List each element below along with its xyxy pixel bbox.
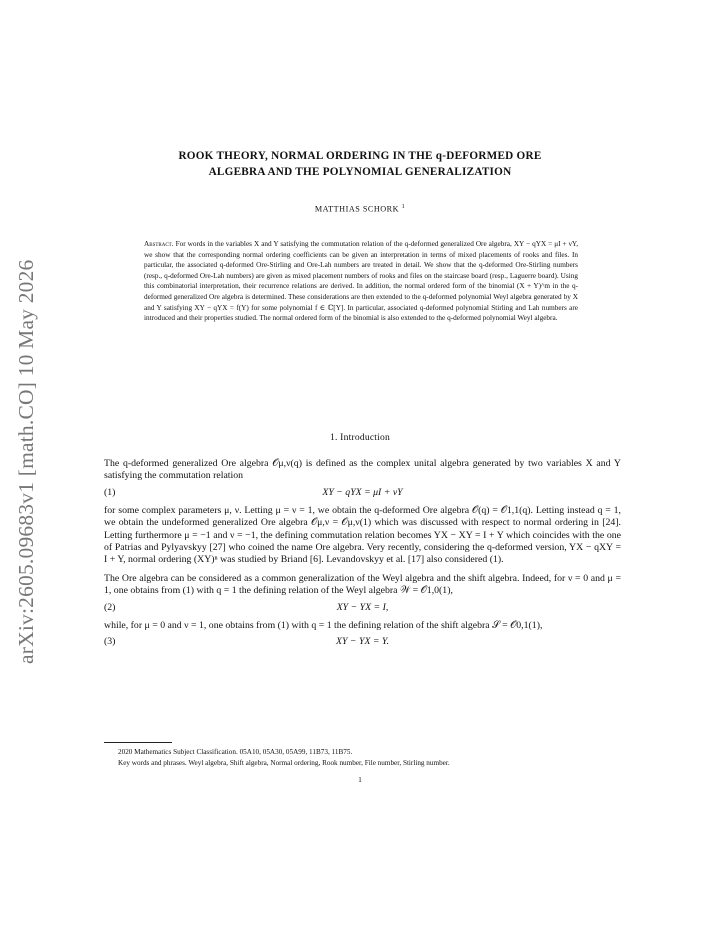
title-line-1: ROOK THEORY, NORMAL ORDERING IN THE q-DEFORMED ORE bbox=[178, 150, 542, 162]
equation-3 bbox=[104, 634, 621, 651]
title-line-2: ALGEBRA AND THE POLYNOMIAL GENERALIZATION bbox=[208, 166, 512, 178]
equation-1-number: (1) bbox=[104, 486, 116, 498]
abstract-label: Abstract. bbox=[144, 240, 174, 248]
footnote-keywords: Key words and phrases. Weyl algebra, Shift algebra, Normal ordering, Rook number, File number, Stirling number. bbox=[118, 758, 450, 767]
paragraph-1: The q-deformed generalized Ore algebra 𝒪μ,ν(q) is defined as the complex unital algebra generated by two variables X and Y satisfying the commutation relation bbox=[104, 458, 621, 482]
equation-1 bbox=[104, 485, 621, 502]
equation-2-expression: XY − YX = I, bbox=[336, 601, 389, 613]
author-footnote-mark: 1 bbox=[401, 204, 406, 210]
footnote-divider bbox=[104, 742, 172, 743]
paper-title bbox=[100, 148, 620, 180]
arxiv-identifier: arXiv:2605.09683v1 [math.CO] 10 May 2026 bbox=[14, 259, 38, 664]
footnote-msc: 2020 Mathematics Subject Classification. 05A10, 05A30, 05A99, 11B73, 11B75. bbox=[118, 748, 353, 756]
paragraph-4: while, for μ = 0 and ν = 1, one obtains from (1) with q = 1 the defining relation of the shift algebra 𝒮 = 𝒪0,1(1), bbox=[104, 619, 543, 631]
paragraph-3: The Ore algebra can be considered as a common generalization of the Weyl algebra and the shift algebra. Indeed, for ν = 0 and μ = 1, one obtains from (1) with q = 1 the defining relation of the Weyl algebra 𝒲 = 𝒪1,0(1), bbox=[104, 572, 621, 597]
section-heading-introduction: 1. Introduction bbox=[329, 432, 391, 443]
paragraph-2: for some complex parameters μ, ν. Letting μ = ν = 1, we obtain the q-deformed Ore algebra 𝒪(q) = 𝒪1,1(q). Letting instead q = 1, we obtain the undeformed generalized Ore algebra 𝒪μ,ν = 𝒪μ,ν(1) which was discussed with respect to normal ordering in [24]. Letting furthermore μ = −1 and ν = −1, the defining commutation relation becomes YX − XY = I + Y which coincides with the one of Patrias and Pylyavskyy [27] who coined the name Ore algebra. Very recently, considering the q-deformed version, YX − qXY = I + Y, normal ordering (XY)ⁿ was studied by Briand [6]. Levandovskyy et al. [17] also considered (1). bbox=[104, 504, 621, 566]
body-text bbox=[104, 458, 621, 654]
footnotes bbox=[118, 747, 628, 768]
equation-1-expression: XY − qYX = μI + νY bbox=[322, 486, 403, 498]
equation-2 bbox=[104, 600, 621, 617]
author-line bbox=[100, 204, 620, 214]
author-name: MATTHIAS SCHORK bbox=[314, 204, 400, 214]
page-number: 1 bbox=[358, 775, 362, 784]
abstract-text: For words in the variables X and Y satisfying the commutation relation of the q-deformed generalized Ore algebra, XY − qYX = μI + νY, we show that the corresponding normal ordering coefficients can be given an interpretation in terms of mixed placements of rooks and files. In particular, the associated q-deformed Ore-Stirling and Ore-Lah numbers are treated in detail. We show that the q-deformed Ore-Stirling numbers (resp., q-deformed Ore-Lah numbers) are given as mixed placement numbers of rooks and files on the staircase board (resp., Laguerre board). Using this combinatorial interpretation, their recurrence relations are derived. In addition, the normal ordered form of the binomial (X + Y)^m in the q-deformed generalized Ore algebra is determined. These considerations are then extended to the q-deformed polynomial Weyl algebra generated by X and Y satisfying XY − qYX = f(Y) for some polynomial f ∈ ℂ[Y]. In particular, associated q-deformed polynomial Stirling and Lah numbers are introduced and their properties studied. The normal ordered form of the binomial is also extended to the q-deformed polynomial Weyl algebra. bbox=[144, 240, 579, 323]
abstract-paragraph bbox=[144, 239, 578, 324]
abstract bbox=[144, 239, 578, 324]
equation-2-number: (2) bbox=[104, 601, 116, 613]
equation-3-number: (3) bbox=[104, 636, 116, 648]
equation-3-expression: XY − YX = Y. bbox=[336, 636, 389, 648]
